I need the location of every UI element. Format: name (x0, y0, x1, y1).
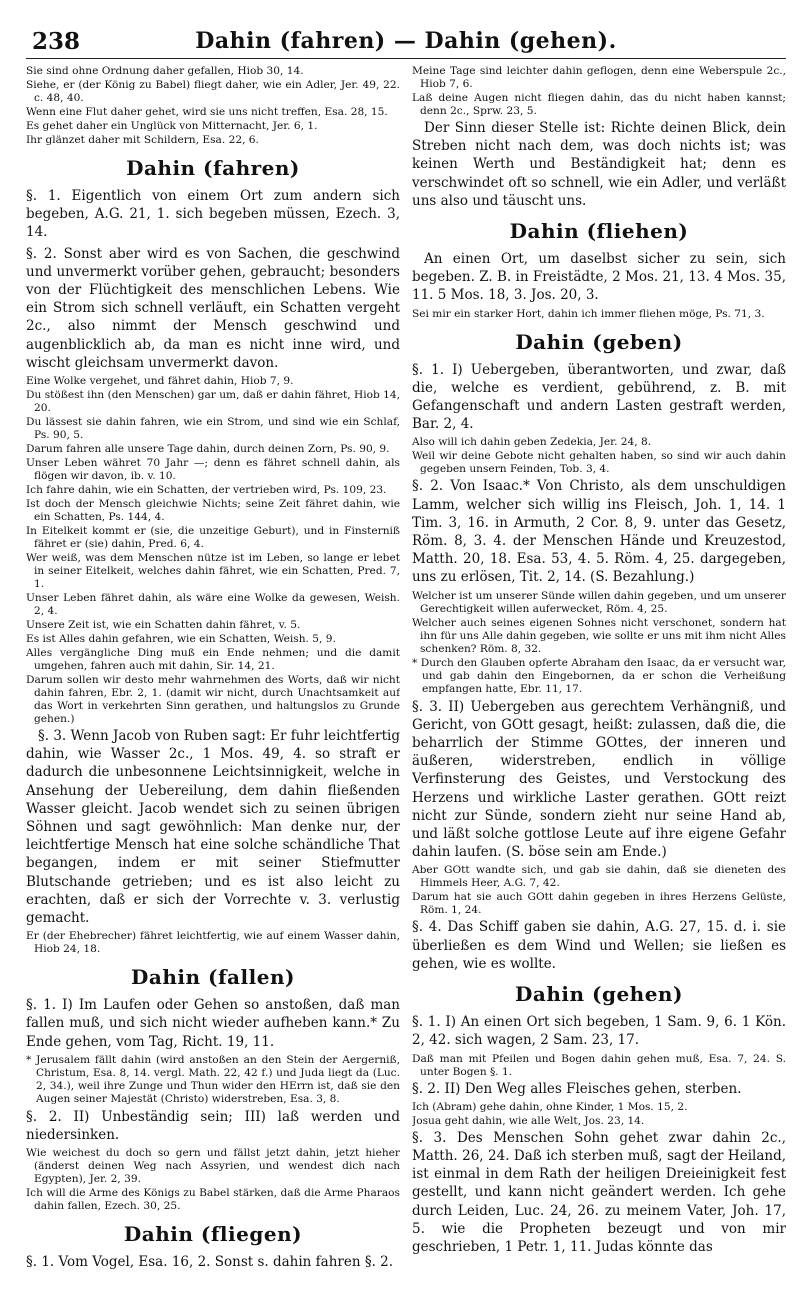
citation: Eine Wolke vergehet, und fähret dahin, Hiob 7, 9. (26, 375, 294, 388)
citation: Du stößest ihn (den Menschen) gar um, daß er dahin fähret, Hiob 14, 20. (26, 389, 400, 415)
citation: Darum hat sie auch GOtt dahin gegeben in ihres Herzens Gelüste, Röm. 1, 24. (412, 891, 786, 917)
citation: Ich (Abram) gehe dahin, ohne Kinder, 1 Mos. 15, 2. (412, 1100, 688, 1113)
citation: Siehe, er (der König zu Babel) fliegt daher, wie ein Adler, Jer. 49, 22. c. 48, 40. (26, 79, 400, 104)
citation: Wenn eine Flut daher gehet, wird sie uns nicht treffen, Esa. 28, 15. (26, 106, 388, 118)
citation: Welcher ist um unserer Sünde willen dahin gegeben, und um unserer Gerechtigkeit willen auferwecket, Röm. 4, 25. (412, 589, 786, 615)
citation: Wer weiß, was dem Menschen nütze ist im Leben, so lange er lebet in seiner Eitelkeit, welches dahin fähret, wie ein Schatten, Pred. 7, 1. (26, 552, 400, 591)
citation: Darum fahren alle unsere Tage dahin, durch deinen Zorn, Ps. 90, 9. (26, 443, 390, 456)
paragraph: §. 1. I) Im Laufen oder Gehen so anstoßen, daß man fallen muß, und sich nicht wieder aufheben kann.* Zu Ende gehen, vom Tag, Richt. 19, 11. (26, 997, 400, 1050)
paragraph: §. 2. II) Unbeständig sein; III) laß werden und niedersinken. (26, 1108, 400, 1144)
entry-heading-fliegen: Dahin (fliegen) (123, 1222, 303, 1247)
columns (26, 65, 786, 1274)
paragraph: §. 4. Das Schiff gaben sie dahin, A.G. 27, 15. d. i. sie überließen es dem Wind und Wellen; sie ließen es gehen, wie es wollte. (412, 919, 786, 972)
paragraph: §. 2. Sonst aber wird es von Sachen, die geschwind und unvermerkt vorüber gehen, gebraucht; besonders von der Flüchtigkeit des menschlichen Lebens. Wie ein Strom sich schnell verläuft, ein Schatten vergeht 2c., also nimmt der Mensch geschwind und augenblicklich ab, da man es nicht inne wird, und wischt gleichsam unvermerkt davon. (26, 245, 400, 371)
entry-heading-gehen: Dahin (gehen) (515, 982, 683, 1007)
entry-heading-fahren: Dahin (fahren) (126, 156, 300, 180)
citation: Welcher auch seines eigenen Sohnes nicht verschonet, sondern hat ihn für uns Alle dahin gegeben, wie sollte er uns mit ihm nicht Alles schenken? Röm. 8, 32. (412, 616, 786, 655)
citation: Es gehet daher ein Unglück von Mitternacht, Jer. 6, 1. (26, 120, 318, 132)
citation: In Eitelkeit kommt er (sie, die unzeitige Geburt), und in Finsterniß fähret er (sie) dahin, Pred. 6, 4. (26, 525, 400, 551)
paragraph: An einen Ort, um daselbst sicher zu sein, sich begeben. Z. B. in Freistädte, 2 Mos. 21, 13. 4 Mos. 35, 11. 5 Mos. 18, 3. Jos. 20, 3. (412, 251, 786, 304)
paragraph: §. 1. Eigentlich von einem Ort zum andern sich begeben, A.G. 21, 1. sich begeben müssen, Ezech. 3, 14. (26, 188, 400, 241)
paragraph: §. 1. Vom Vogel, Esa. 16, 2. Sonst s. dahin fahren §. 2. (26, 1254, 394, 1271)
citation: Er (der Ehebrecher) fähret leichtfertig, wie auf einem Wasser dahin, Hiob 24, 18. (26, 930, 400, 956)
entry-heading-fliehen: Dahin (fliehen) (509, 219, 689, 244)
paragraph: Der Sinn dieser Stelle ist: Richte deinen Blick, dein Streben nicht nach dem, was doch nichts ist; was keinen Werth und Beständigkeit hat; denn es verschwindet oft so schnell, wie ein Adler, und verläßt uns also und täuscht uns. (412, 120, 786, 209)
entry-heading-geben: Dahin (geben) (515, 329, 683, 354)
citation: Ihr glänzet daher mit Schildern, Esa. 22, 6. (26, 134, 259, 146)
citation: Sie sind ohne Ordnung daher gefallen, Hiob 30, 14. (26, 65, 304, 77)
paragraph: §. 3. II) Uebergeben aus gerechtem Verhängniß, und Gericht, von GOtt gesagt, heißt: zulassen, daß die, die beharrlich der Stimme GOttes, der inneren und äußeren, widerstreben, endlich in völlige Verfinsterung des Geistes, und Verstockung des Herzens und wirkliche Laster gerathen. GOtt reizt nicht zur Sünde, sondern zieht nur seine Hand ab, und läßt solche gottlose Leute auf ihre eigene Gefahr dahin laufen. (S. böse sein am Ende.) (412, 698, 786, 861)
paragraph: §. 3. Des Menschen Sohn gehet zwar dahin 2c., Matth. 26, 24. Daß ich sterben muß, sagt der Heiland, ist einmal in dem Rath der heiligen Dreieinigkeit fest gestellt, und kann nicht geändert werden. Ich gehe durch Leiden, Luc. 24, 26. zu meinem Vater, Joh. 17, 5. wie die Propheten bezeugt und von mir geschrieben, 1 Petr. 1, 11. Judas könnte das (412, 1129, 786, 1255)
footnote: * Durch den Glauben opferte Abraham den Isaac, da er versucht war, und gab dahin den Eingebornen, da er schon die Verheißung empfangen hatte, Ebr. 11, 17. (412, 656, 786, 695)
paragraph: §. 3. Wenn Jacob von Ruben sagt: Er fuhr leichtfertig dahin, wie Wasser 2c., 1 Mos. 49, 4. so straft er dadurch die unbesonnene Leichtsinnigkeit, welche in Ansehung der Uebereilung, dem dahin fließenden Wasser gleicht. Jacob wendet sich zu seinen übrigen Söhnen und sagt gewöhnlich: Man denke nur, der leichtfertige Mensch hat eine solche schändliche That begangen, indem er mit seiner Stiefmutter Blutschande getrieben; und es ist also leicht zu erachten, daß er sich der Vorrechte v. 3. verlustig gemacht. (26, 728, 400, 927)
page-header (26, 28, 786, 59)
paragraph: §. 2. Von Isaac.* Von Christo, als dem unschuldigen Lamm, welcher sich willig ins Fleisch, Joh. 1, 14. 1 Tim. 3, 16. in Armuth, 2 Cor. 8, 9. unter das Gesetz, Röm. 8, 3. 4. der Menschen Hände und Kreuzestod, Matth. 20, 18. Esa. 53, 4. 5. Röm. 4, 25. dargegeben, uns zu erlösen, Tit. 2, 14. (S. Bezahlung.) (412, 478, 786, 586)
citation: Alles vergängliche Ding muß ein Ende nehmen; und die damit umgehen, fahren auch mit dahin, Sir. 14, 21. (26, 647, 400, 673)
paragraph: §. 1. I) An einen Ort sich begeben, 1 Sam. 9, 6. 1 Kön. 2, 42. sich wagen, 2 Sam. 23, 17. (412, 1014, 786, 1049)
citation: Du lässest sie dahin fahren, wie ein Strom, und sind wie ein Schlaf, Ps. 90, 5. (26, 416, 400, 442)
citation: Unser Leben währet 70 Jahr —; denn es fähret schnell dahin, als flögen wir davon, ib. v. 10. (26, 457, 400, 483)
citation: Unser Leben fähret dahin, als wäre eine Wolke da gewesen, Weish. 2, 4. (26, 592, 400, 618)
citation: Sei mir ein starker Hort, dahin ich immer fliehen möge, Ps. 71, 3. (412, 307, 765, 320)
citation: Ist doch der Mensch gleichwie Nichts; seine Zeit fähret dahin, wie ein Schatten, Ps. 144, 4. (26, 498, 400, 524)
paragraph: §. 1. I) Uebergeben, überantworten, und zwar, daß die, welche es verdient, gebührend, z. B. mit Gefangenschaft und andern Lasten gestraft werden, Bar. 2, 4. (412, 361, 786, 433)
entry-heading-fallen: Dahin (fallen) (131, 965, 295, 990)
citation: Ich fahre dahin, wie ein Schatten, der vertrieben wird, Ps. 109, 23. (26, 484, 387, 497)
citation: Laß deine Augen nicht fliegen dahin, das du nicht haben kannst; denn 2c., Sprw. 23, 5. (412, 92, 786, 117)
citation: Josua geht dahin, wie alle Welt, Jos. 23, 14. (412, 1114, 645, 1127)
citation: Daß man mit Pfeilen und Bogen dahin gehen muß, Esa. 7, 24. S. unter Bogen §. 1. (412, 1052, 786, 1078)
citation: Darum sollen wir desto mehr wahrnehmen des Worts, daß wir nicht dahin fahren, Ebr. 2, 1. (damit wir nicht, durch Unachtsamkeit auf das Wort in verkehrten Sinn gerathen, und haltungslos zu Grunde gehen.) (26, 674, 400, 726)
citation: Wie weichest du doch so gern und fällst jetzt dahin, jetzt hieher (änderst deinen Weg nach Assyrien, und wendest dich nach Egypten), Jer. 2, 39. (26, 1147, 400, 1186)
citation: Weil wir deine Gebote nicht gehalten haben, so sind wir auch dahin gegeben unsern Feinden, Tob. 3, 4. (412, 450, 786, 476)
citation: Es ist Alles dahin gefahren, wie ein Schatten, Weish. 5, 9. (26, 633, 336, 646)
paragraph: §. 2. II) Den Weg alles Fleisches gehen, sterben. (412, 1080, 742, 1097)
right-column (412, 65, 786, 1274)
citation: Ich will die Arme des Königs zu Babel stärken, daß die Arme Pharaos dahin fallen, Ezech. 30, 25. (26, 1187, 400, 1213)
running-title: Dahin (fahren) — Dahin (gehen). (195, 28, 617, 54)
citation: Aber GOtt wandte sich, und gab sie dahin, daß sie dieneten des Himmels Heer, A.G. 7, 42. (412, 864, 786, 890)
page-number: 238 (32, 28, 81, 55)
citation: Also will ich dahin geben Zedekia, Jer. 24, 8. (412, 436, 652, 449)
citation: Meine Tage sind leichter dahin geflogen, denn eine Weberspule 2c., Hiob 7, 6. (412, 65, 786, 90)
left-column (26, 65, 400, 1274)
footnote: * Jerusalem fällt dahin (wird anstoßen an den Stein der Aergerniß, Christum, Esa. 8, 14. vergl. Math. 22, 42 f.) und Juda liegt da (Luc. 2, 34.), weil ihre Zunge und Thun wider den HErrn ist, daß sie den Augen seiner Majestät (Christo) widerstreben, Esa. 3, 8. (26, 1053, 400, 1105)
citation: Unsere Zeit ist, wie ein Schatten dahin fähret, v. 5. (26, 619, 301, 632)
